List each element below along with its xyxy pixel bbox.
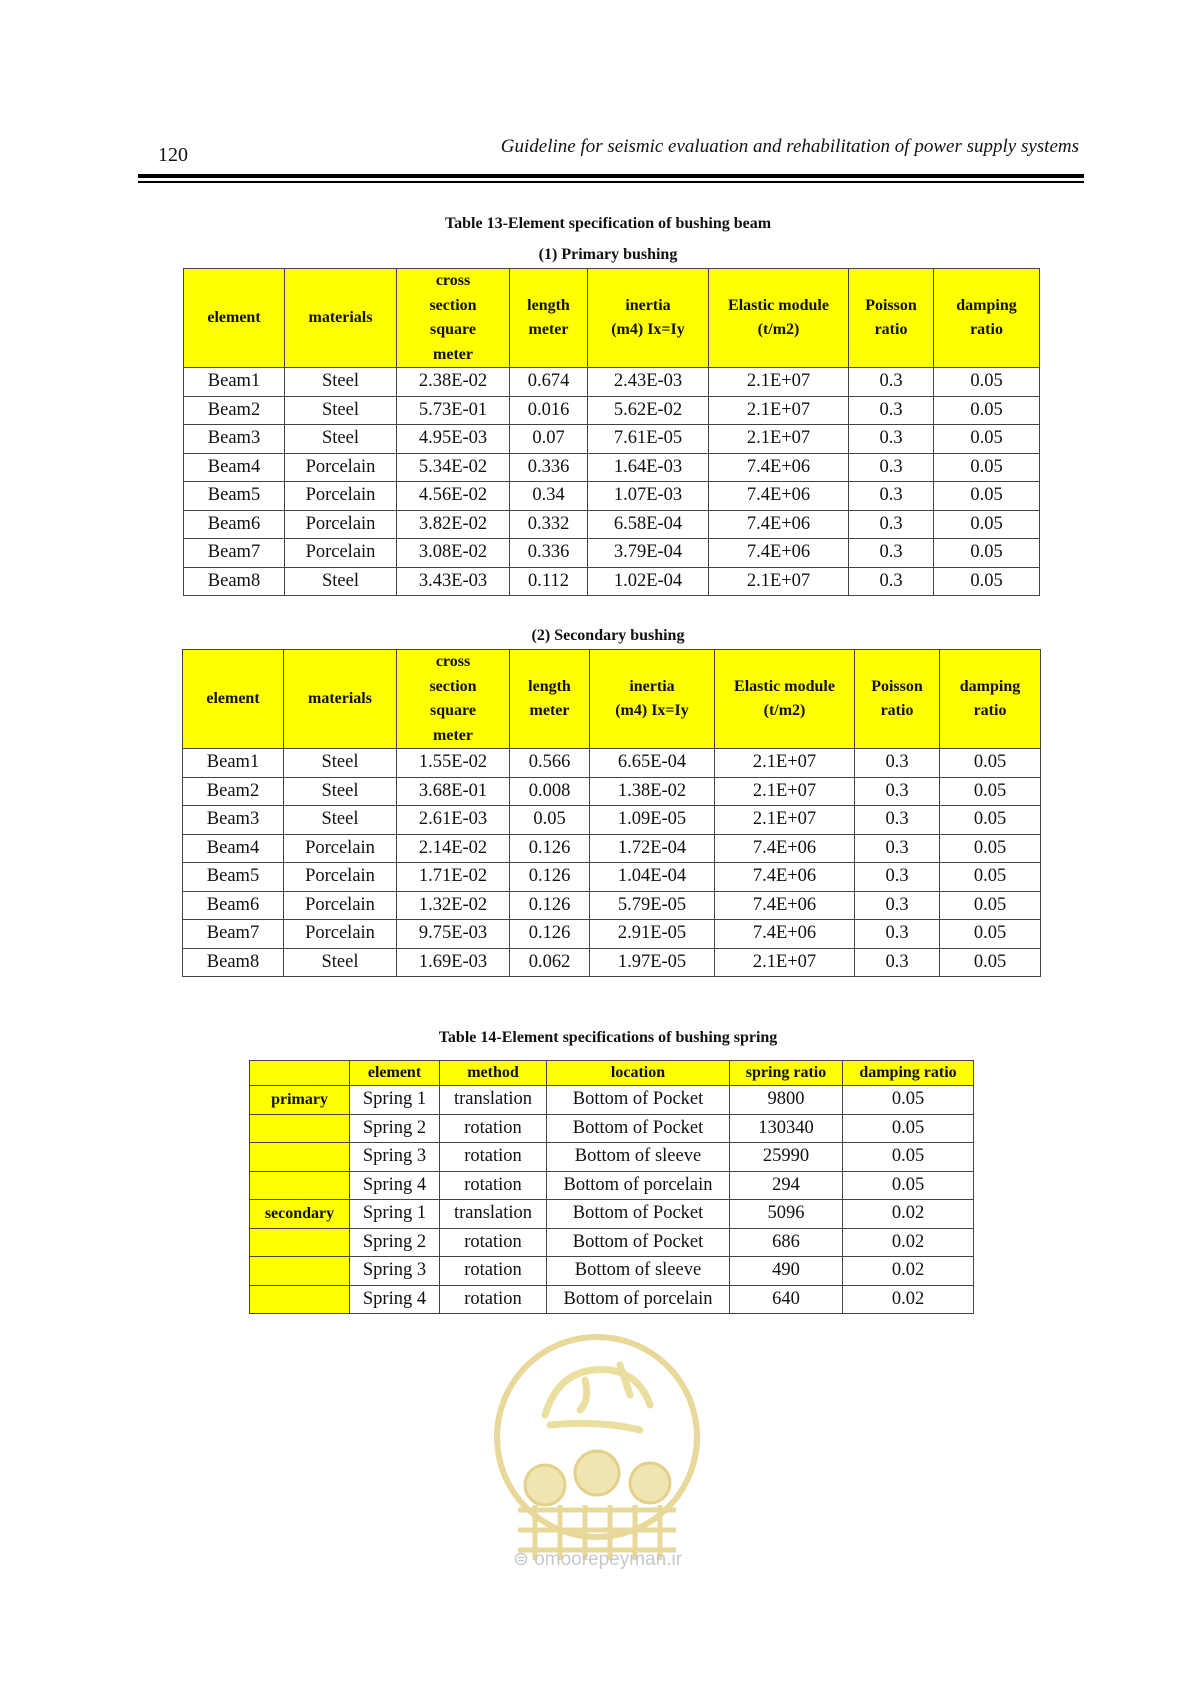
table-cell: Beam5 [184, 482, 285, 511]
table-cell: 0.02 [843, 1200, 974, 1229]
table-cell: Beam7 [183, 920, 284, 949]
table-cell: 25990 [730, 1143, 843, 1172]
table-cell: 6.65E-04 [590, 749, 715, 778]
table-cell: 640 [730, 1285, 843, 1314]
table-cell: 0.3 [849, 539, 934, 568]
table-cell: Porcelain [285, 539, 397, 568]
table-cell: 2.61E-03 [397, 806, 510, 835]
table-cell: Beam2 [184, 396, 285, 425]
table-cell: Steel [285, 368, 397, 397]
table-cell: 0.674 [510, 368, 588, 397]
table-cell: Spring 4 [350, 1171, 440, 1200]
table-cell: 0.02 [843, 1228, 974, 1257]
table-cell: 0.3 [855, 948, 940, 977]
table-cell: 2.1E+07 [715, 749, 855, 778]
table-cell: 7.4E+06 [715, 834, 855, 863]
table-cell: rotation [440, 1285, 547, 1314]
header-rule-thick [138, 174, 1084, 178]
running-title: Guideline for seismic evaluation and rehabilitation of power supply systems [500, 136, 1079, 157]
table-cell: 0.112 [510, 567, 588, 596]
group-header-blank [250, 1061, 350, 1086]
table-cell: 0.336 [510, 453, 588, 482]
table-cell: 7.4E+06 [709, 482, 849, 511]
table-cell: 0.05 [934, 453, 1040, 482]
table-cell: 0.3 [849, 425, 934, 454]
table-cell: Beam1 [183, 749, 284, 778]
table-row [183, 777, 1041, 806]
col-location: location [547, 1061, 730, 1086]
col-cross-section: cross section square meter [397, 650, 510, 749]
table-cell: 0.05 [940, 834, 1041, 863]
table-cell: 0.05 [934, 396, 1040, 425]
table-cell: 0.3 [849, 482, 934, 511]
table-cell: translation [440, 1200, 547, 1229]
omoor-e-peyman-seal-icon [490, 1325, 705, 1580]
table-cell: 0.566 [510, 749, 590, 778]
table-cell: 7.61E-05 [588, 425, 709, 454]
table-row [184, 482, 1040, 511]
table-cell: 0.05 [940, 948, 1041, 977]
table-cell: 1.09E-05 [590, 806, 715, 835]
table-cell: 1.69E-03 [397, 948, 510, 977]
col-poisson-ratio: Poisson ratio [849, 269, 934, 368]
table-cell: 2.1E+07 [715, 777, 855, 806]
table-row [184, 567, 1040, 596]
table-cell: 2.1E+07 [715, 806, 855, 835]
table-cell: 0.016 [510, 396, 588, 425]
table-cell: 0.062 [510, 948, 590, 977]
col-materials: materials [284, 650, 397, 749]
table-cell: 0.332 [510, 510, 588, 539]
table-cell: Beam3 [183, 806, 284, 835]
table-cell: rotation [440, 1143, 547, 1172]
table-cell: 2.1E+07 [709, 425, 849, 454]
table-cell: Beam6 [184, 510, 285, 539]
table-cell: Porcelain [284, 920, 397, 949]
col-spring-ratio: spring ratio [730, 1061, 843, 1086]
primary-bushing-table [183, 268, 1040, 596]
table-cell: 130340 [730, 1114, 843, 1143]
table-cell: 7.4E+06 [709, 539, 849, 568]
group-label [250, 1171, 350, 1200]
table-cell: Bottom of sleeve [547, 1143, 730, 1172]
table-cell: 0.02 [843, 1257, 974, 1286]
table-cell: Beam3 [184, 425, 285, 454]
col-method: method [440, 1061, 547, 1086]
table-cell: Beam8 [184, 567, 285, 596]
table-cell: Steel [285, 396, 397, 425]
table-cell: Bottom of Pocket [547, 1200, 730, 1229]
table-row [250, 1257, 974, 1286]
table-row [250, 1228, 974, 1257]
table-row [250, 1285, 974, 1314]
table-row [184, 453, 1040, 482]
table-cell: Steel [285, 567, 397, 596]
table-row [184, 539, 1040, 568]
table-cell: 3.82E-02 [397, 510, 510, 539]
page-header [138, 136, 1084, 176]
group-label [250, 1285, 350, 1314]
table-row [250, 1086, 974, 1115]
group-label: primary [250, 1086, 350, 1115]
col-element: element [183, 650, 284, 749]
table-cell: 0.05 [934, 482, 1040, 511]
table-cell: 7.4E+06 [709, 453, 849, 482]
table-cell: 0.3 [849, 368, 934, 397]
table-cell: 0.05 [940, 749, 1041, 778]
table-cell: 0.3 [855, 806, 940, 835]
table-cell: 1.55E-02 [397, 749, 510, 778]
table-cell: Bottom of Pocket [547, 1114, 730, 1143]
group-label: secondary [250, 1200, 350, 1229]
table-cell: Beam2 [183, 777, 284, 806]
table-cell: 1.38E-02 [590, 777, 715, 806]
col-length: length meter [510, 650, 590, 749]
table-cell: Beam5 [183, 863, 284, 892]
table-cell: 0.05 [934, 368, 1040, 397]
table-cell: Bottom of sleeve [547, 1257, 730, 1286]
col-length: length meter [510, 269, 588, 368]
table-row [183, 948, 1041, 977]
table-cell: Beam8 [183, 948, 284, 977]
table-cell: 1.02E-04 [588, 567, 709, 596]
table-cell: Porcelain [285, 482, 397, 511]
table-cell: Porcelain [284, 834, 397, 863]
table-row [250, 1143, 974, 1172]
table-cell: 3.79E-04 [588, 539, 709, 568]
table-cell: 0.3 [855, 920, 940, 949]
table-cell: 0.05 [510, 806, 590, 835]
table-row [184, 368, 1040, 397]
table-cell: 1.72E-04 [590, 834, 715, 863]
table-cell: 0.3 [849, 510, 934, 539]
table-cell: 0.3 [855, 863, 940, 892]
table-cell: 3.68E-01 [397, 777, 510, 806]
col-inertia: inertia (m4) Ix=Iy [588, 269, 709, 368]
table-cell: 7.4E+06 [715, 920, 855, 949]
table-cell: 7.4E+06 [715, 863, 855, 892]
table-cell: 0.126 [510, 891, 590, 920]
table-cell: 5.34E-02 [397, 453, 510, 482]
col-inertia: inertia (m4) Ix=Iy [590, 650, 715, 749]
table-cell: 0.05 [843, 1143, 974, 1172]
table-cell: 4.56E-02 [397, 482, 510, 511]
table-cell: 0.05 [934, 425, 1040, 454]
table-row [183, 891, 1041, 920]
col-element: element [350, 1061, 440, 1086]
table-cell: 0.336 [510, 539, 588, 568]
table-cell: Beam1 [184, 368, 285, 397]
table-cell: 0.05 [843, 1114, 974, 1143]
table-cell: 0.05 [934, 567, 1040, 596]
table-cell: 9.75E-03 [397, 920, 510, 949]
table-cell: 0.3 [849, 453, 934, 482]
table-row [183, 920, 1041, 949]
table-cell: rotation [440, 1257, 547, 1286]
table-cell: 1.97E-05 [590, 948, 715, 977]
table-row [183, 834, 1041, 863]
table-cell: Steel [285, 425, 397, 454]
table-cell: 1.32E-02 [397, 891, 510, 920]
table-cell: 2.38E-02 [397, 368, 510, 397]
table-cell: 7.4E+06 [709, 510, 849, 539]
table-cell: Spring 3 [350, 1257, 440, 1286]
table-cell: Beam7 [184, 539, 285, 568]
table-cell: 0.3 [849, 396, 934, 425]
table14-caption: Table 14-Element specifications of bushing spring [438, 1029, 778, 1046]
table-cell: Bottom of porcelain [547, 1285, 730, 1314]
table-cell: 0.05 [934, 510, 1040, 539]
table-cell: 0.008 [510, 777, 590, 806]
table-cell: Spring 1 [350, 1086, 440, 1115]
table-cell: 1.07E-03 [588, 482, 709, 511]
table-row [250, 1114, 974, 1143]
table-cell: Porcelain [285, 510, 397, 539]
table-cell: 686 [730, 1228, 843, 1257]
table-cell: 0.05 [843, 1171, 974, 1200]
table-cell: 0.3 [855, 891, 940, 920]
table-cell: 2.91E-05 [590, 920, 715, 949]
col-damping-ratio: damping ratio [934, 269, 1040, 368]
table-cell: 2.1E+07 [715, 948, 855, 977]
col-damping-ratio: damping ratio [940, 650, 1041, 749]
table-row [183, 749, 1041, 778]
table-cell: Spring 1 [350, 1200, 440, 1229]
table-cell: Porcelain [285, 453, 397, 482]
table-cell: 3.08E-02 [397, 539, 510, 568]
table-cell: 3.43E-03 [397, 567, 510, 596]
table-cell: 294 [730, 1171, 843, 1200]
table-cell: 0.02 [843, 1285, 974, 1314]
table-row [183, 863, 1041, 892]
table-cell: 1.64E-03 [588, 453, 709, 482]
table-cell: 2.1E+07 [709, 368, 849, 397]
table-cell: Spring 3 [350, 1143, 440, 1172]
secondary-bushing-table [182, 649, 1041, 977]
table-cell: 2.14E-02 [397, 834, 510, 863]
page-number: 120 [158, 144, 188, 166]
primary-bushing-subtitle: (1) Primary bushing [538, 246, 678, 263]
table-cell: 0.05 [843, 1086, 974, 1115]
table-cell: 0.34 [510, 482, 588, 511]
table-cell: 5.73E-01 [397, 396, 510, 425]
table-cell: 2.43E-03 [588, 368, 709, 397]
table-cell: 0.05 [940, 920, 1041, 949]
table-row [184, 396, 1040, 425]
table-cell: 9800 [730, 1086, 843, 1115]
table-cell: 0.05 [940, 777, 1041, 806]
group-label [250, 1257, 350, 1286]
table-cell: Porcelain [284, 863, 397, 892]
table-cell: 0.07 [510, 425, 588, 454]
table-cell: 0.05 [934, 539, 1040, 568]
table-cell: Steel [284, 777, 397, 806]
table-cell: rotation [440, 1171, 547, 1200]
table-cell: Spring 4 [350, 1285, 440, 1314]
col-elastic-module: Elastic module (t/m2) [709, 269, 849, 368]
table-cell: Bottom of porcelain [547, 1171, 730, 1200]
table-cell: 0.3 [855, 749, 940, 778]
watermark-url: ⊜ omoorepeyman.ir [512, 1549, 683, 1570]
table-cell: 2.1E+07 [709, 567, 849, 596]
table-cell: translation [440, 1086, 547, 1115]
table-row [250, 1171, 974, 1200]
table-cell: rotation [440, 1228, 547, 1257]
table-cell: 0.05 [940, 891, 1041, 920]
table-cell: Bottom of Pocket [547, 1228, 730, 1257]
table-header-row [183, 650, 1041, 749]
table-cell: Bottom of Pocket [547, 1086, 730, 1115]
table13-caption: Table 13-Element specification of bushing beam [444, 215, 772, 232]
table-cell: Steel [284, 749, 397, 778]
table-cell: 2.1E+07 [709, 396, 849, 425]
table-cell: 0.3 [855, 777, 940, 806]
table-cell: 0.3 [855, 834, 940, 863]
table-cell: 0.126 [510, 920, 590, 949]
group-label [250, 1114, 350, 1143]
table-row [184, 425, 1040, 454]
group-label [250, 1143, 350, 1172]
table-cell: 0.05 [940, 863, 1041, 892]
table-cell: 1.04E-04 [590, 863, 715, 892]
table-cell: Beam4 [184, 453, 285, 482]
col-element: element [184, 269, 285, 368]
table-cell: 5096 [730, 1200, 843, 1229]
col-poisson-ratio: Poisson ratio [855, 650, 940, 749]
col-damping-ratio: damping ratio [843, 1061, 974, 1086]
table-cell: Porcelain [284, 891, 397, 920]
header-rule-thin [138, 181, 1084, 183]
table-row [250, 1200, 974, 1229]
table-cell: 5.62E-02 [588, 396, 709, 425]
group-label [250, 1228, 350, 1257]
table-header-row [250, 1061, 974, 1086]
table-cell: Spring 2 [350, 1114, 440, 1143]
table-cell: 4.95E-03 [397, 425, 510, 454]
col-elastic-module: Elastic module (t/m2) [715, 650, 855, 749]
table-row [184, 510, 1040, 539]
table-cell: 0.126 [510, 834, 590, 863]
table-cell: 0.3 [849, 567, 934, 596]
secondary-bushing-subtitle: (2) Secondary bushing [531, 627, 685, 644]
table-cell: 7.4E+06 [715, 891, 855, 920]
col-cross-section: cross section square meter [397, 269, 510, 368]
table-cell: rotation [440, 1114, 547, 1143]
table-header-row [184, 269, 1040, 368]
table-cell: 490 [730, 1257, 843, 1286]
table-cell: Beam6 [183, 891, 284, 920]
table-cell: Beam4 [183, 834, 284, 863]
table-cell: 5.79E-05 [590, 891, 715, 920]
table-cell: 1.71E-02 [397, 863, 510, 892]
table-cell: 0.126 [510, 863, 590, 892]
table-cell: 6.58E-04 [588, 510, 709, 539]
table-cell: Steel [284, 806, 397, 835]
table-cell: Steel [284, 948, 397, 977]
table-row [183, 806, 1041, 835]
table-cell: 0.05 [940, 806, 1041, 835]
col-materials: materials [285, 269, 397, 368]
table-cell: Spring 2 [350, 1228, 440, 1257]
bushing-spring-table [249, 1060, 974, 1314]
